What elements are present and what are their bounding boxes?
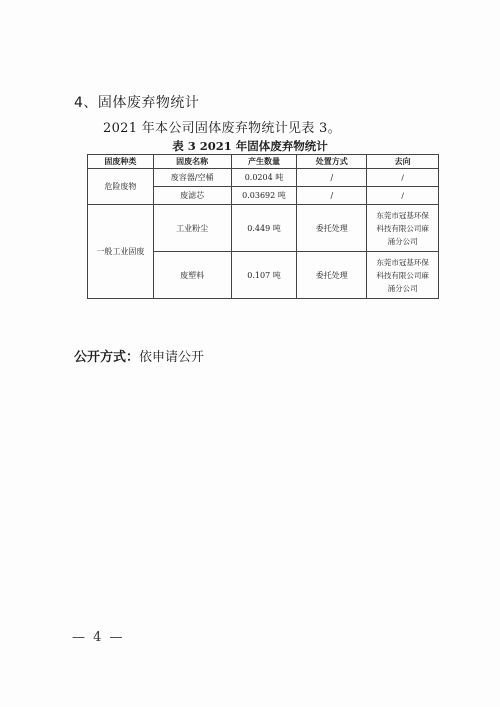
disclosure-label: 公开方式： [74, 350, 140, 365]
destination-line: / [401, 173, 404, 182]
page-number: — 4 — [72, 630, 125, 645]
quantity-cell: 0.03692 吨 [231, 187, 297, 205]
disclosure-value: 依申请公开 [139, 350, 205, 365]
destination-cell [367, 169, 439, 187]
header-method: 处置方式 [297, 155, 367, 169]
destination-line: 涌分公司 [387, 236, 418, 246]
destination-line: 科技有限公司麻 [376, 223, 429, 233]
method-cell: 委托处理 [297, 252, 367, 299]
header-destination: 去向 [367, 155, 439, 169]
category-cell: 一般工业固废 [88, 205, 154, 299]
header-name: 固废名称 [153, 155, 231, 169]
waste-name-cell: 废容器/空桶 [153, 169, 231, 187]
waste-table [87, 154, 439, 299]
intro-paragraph: 2021 年本公司固体废弃物统计见表 3。 [103, 121, 341, 136]
waste-name-cell: 废滤芯 [153, 187, 231, 205]
header-quantity: 产生数量 [231, 155, 297, 169]
disclosure-line [74, 346, 204, 365]
destination-cell [367, 205, 439, 252]
destination-line: 涌分公司 [387, 283, 418, 293]
table-header-row [88, 155, 439, 169]
quantity-cell: 0.107 吨 [231, 252, 297, 299]
method-cell: / [297, 187, 367, 205]
destination-line: / [401, 191, 404, 200]
waste-name-cell: 废塑料 [153, 252, 231, 299]
category-cell: 危险废物 [88, 169, 154, 205]
table-row [88, 205, 439, 252]
destination-line: 科技有限公司麻 [376, 270, 429, 280]
table-row [88, 169, 439, 187]
destination-line: 东莞市冠基环保 [376, 210, 429, 220]
quantity-cell: 0.0204 吨 [231, 169, 297, 187]
destination-line: 东莞市冠基环保 [376, 257, 429, 267]
table-title: 表 3 2021 年固体废弃物统计 [172, 139, 328, 153]
header-category: 固废种类 [88, 155, 154, 169]
section-heading: 4、固体废弃物统计 [74, 95, 200, 111]
method-cell: 委托处理 [297, 205, 367, 252]
destination-cell [367, 252, 439, 299]
destination-cell [367, 187, 439, 205]
quantity-cell: 0.449 吨 [231, 205, 297, 252]
method-cell: / [297, 169, 367, 187]
waste-name-cell: 工业粉尘 [153, 205, 231, 252]
